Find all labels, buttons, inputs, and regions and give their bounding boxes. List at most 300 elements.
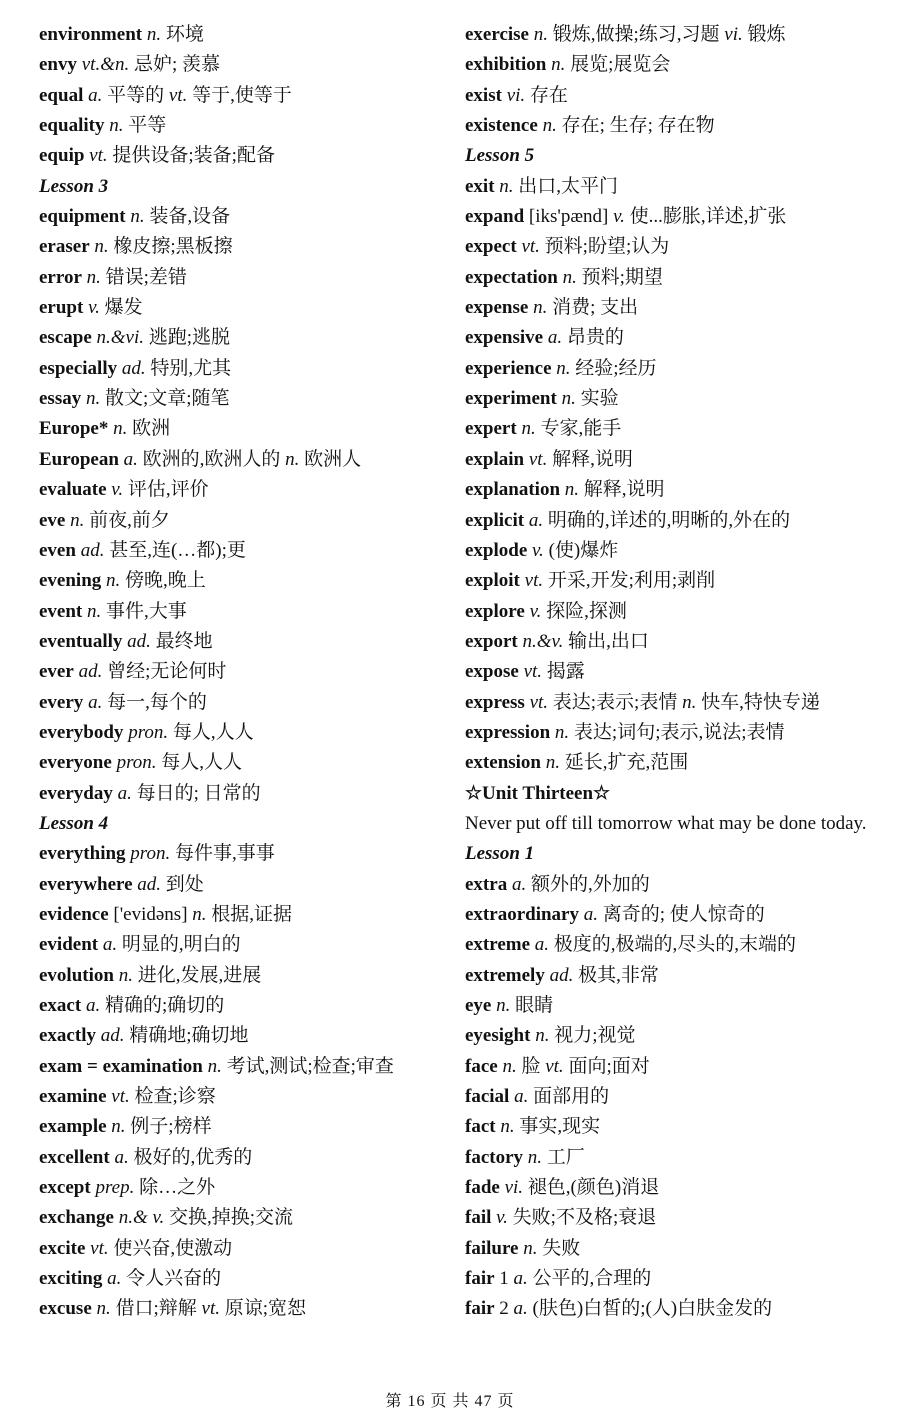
entry-word: eye [465,995,492,1016]
vocab-entry [465,1112,875,1142]
entry-meaning: (肤色)白皙的;(人)白肤金发的 [532,1298,773,1320]
entry-word: excite [39,1237,86,1259]
entry-word: express [465,691,525,713]
vocab-entry [39,1173,439,1203]
entry-meaning: 1 [499,1268,509,1290]
part-of-speech: v. [529,600,542,622]
entry-meaning: 精确地;确切地 [129,1025,249,1047]
entry-word: existence [465,115,538,137]
entry-word: eventually [39,630,123,652]
vocab-entry [39,506,439,536]
vocab-entry [465,475,875,505]
part-of-speech: n. [564,479,580,501]
vocab-entry [39,141,439,171]
entry-word: everybody [39,721,124,743]
entry-meaning: 失败 [542,1237,581,1259]
vocab-entry [39,657,439,687]
entry-meaning: 失败;不及格;衰退 [512,1207,657,1229]
entry-word: example [39,1116,107,1138]
entry-word: especially [39,357,118,379]
part-of-speech: a. [513,1268,528,1290]
vocab-entry [39,1143,439,1173]
vocab-entry [465,202,875,232]
entry-meaning: 特别,尤其 [150,357,232,379]
entry-word: equip [39,145,85,167]
phonetic: [iks'pænd] [528,206,609,228]
entry-meaning: 每日的; 日常的 [136,782,261,804]
entry-meaning: 每件事,事事 [175,843,275,865]
entry-word: expect [465,236,517,258]
part-of-speech: n. [556,357,571,379]
entry-meaning: 预料;盼望;认为 [544,236,670,258]
entry-meaning: 存在 [529,84,568,106]
lesson-heading: Lesson 5 [465,145,535,167]
vocab-entry [465,1143,875,1173]
part-of-speech: ad. [137,873,162,895]
part-of-speech: n. [111,1116,126,1138]
entry-meaning: 甚至,连(…都);更 [109,539,246,561]
entry-word: everyone [39,752,112,774]
entry-meaning: (使)爆炸 [548,539,619,561]
entry-meaning: 傍晚,晚上 [125,570,206,592]
part-of-speech: n. [499,175,514,197]
entry-meaning: 预料;期望 [581,266,663,288]
entry-word: eraser [39,236,90,258]
entry-word: event [39,600,83,622]
entry-word: factory [465,1146,524,1168]
part-of-speech: a. [88,84,103,106]
entry-meaning: 装备,设备 [149,206,231,228]
entry-word: excuse [39,1298,92,1320]
lesson-heading: Lesson 4 [39,812,109,834]
entry-word: equipment [39,206,126,228]
entry-meaning: 面部用的 [533,1086,610,1108]
entry-meaning: 欧洲人 [304,448,362,470]
part-of-speech: vt. [545,1055,564,1077]
part-of-speech: prep. [95,1177,135,1199]
part-of-speech: a. [534,934,550,956]
part-of-speech: n. [533,24,548,45]
entry-word: export [465,630,518,652]
vocab-entry [39,81,439,111]
vocab-entry [465,506,875,536]
entry-word: eve [39,509,66,531]
entry-meaning: 明显的,明白的 [121,934,241,956]
entry-meaning: 快车,特快专递 [701,691,820,713]
entry-meaning: 等于,使等于 [192,84,292,106]
entry-word: fair [465,1268,495,1290]
vocab-entry [465,263,875,293]
part-of-speech: a. [514,1086,529,1108]
entry-word: envy [39,54,77,76]
entry-word: exit [465,175,495,197]
entry-word: expense [465,297,529,319]
entry-meaning: 错误;差错 [105,266,187,288]
entry-meaning: 消费; 支出 [552,297,639,319]
part-of-speech: n.&v. [522,630,564,652]
vocab-entry [39,566,439,596]
part-of-speech: v. [532,539,544,561]
vocab-entry [465,1082,875,1112]
part-of-speech: n. [109,115,124,137]
part-of-speech: n. [106,570,121,592]
entry-meaning: 存在; 生存; 存在物 [561,115,715,137]
part-of-speech: n. [86,266,101,288]
right-column [465,20,875,1325]
entry-meaning: 明确的,详述的,明晰的,外在的 [547,509,791,531]
entry-word: evening [39,570,102,592]
entry-word: fair [465,1298,495,1320]
part-of-speech: a. [85,995,101,1016]
entry-word: essay [39,388,82,410]
part-of-speech: a. [107,1268,122,1290]
vocab-entry [465,414,875,444]
part-of-speech: n. [554,721,570,743]
entry-meaning: 欧洲 [132,418,171,440]
vocab-entry [39,445,439,475]
part-of-speech: vt.&n. [81,54,130,76]
vocab-entry [465,1173,875,1203]
part-of-speech: a. [88,691,103,713]
entry-word: examine [39,1086,107,1108]
entry-word: extreme [465,934,531,956]
entry-meaning: 公平的,合理的 [532,1268,652,1290]
entry-word: exchange [39,1207,114,1229]
part-of-speech: n. [70,509,85,531]
vocab-entry [465,1052,875,1082]
vocab-entry [39,1264,439,1294]
entry-meaning: 每人,人人 [161,752,243,774]
vocab-entry [39,111,439,141]
part-of-speech: vt. [89,145,108,167]
part-of-speech: v. [88,297,100,319]
entry-meaning: 交换,掉换;交流 [169,1207,294,1229]
motto-text: Never put off till tomorrow what may be done today. [465,812,867,834]
entry-meaning: 开采,开发;利用;剥削 [547,570,716,592]
entry-meaning: 2 [499,1298,509,1320]
part-of-speech: ad. [78,661,103,683]
entry-word: exist [465,84,502,106]
entry-meaning: 欧洲的,欧洲人的 [142,448,281,470]
vocab-entry [39,50,439,80]
vocab-entry [39,718,439,748]
entry-word: expression [465,721,551,743]
entry-word: environment [39,24,143,45]
entry-meaning: 工厂 [546,1146,585,1168]
entry-word: fail [465,1207,492,1229]
entry-meaning: 经验;经历 [575,357,657,379]
lesson-heading: Lesson 1 [465,843,535,865]
entry-word: evidence [39,903,109,925]
entry-meaning: 进化,发展,进展 [137,964,262,986]
part-of-speech: ad. [127,630,151,652]
entry-word: face [465,1055,498,1077]
entry-meaning: 视力;视觉 [554,1025,636,1047]
vocab-entry [39,1234,439,1264]
entry-meaning: 褪色,(颜色)消退 [527,1177,660,1199]
entry-word: exact [39,995,82,1016]
vocab-entry [39,870,439,900]
vocab-entry [465,930,875,960]
vocab-entry [465,354,875,384]
entry-meaning: 极其,非常 [578,964,659,986]
part-of-speech: vt. [529,691,549,713]
part-of-speech: a. [511,873,527,895]
entry-word: expand [465,206,525,228]
entry-meaning: 除…之外 [139,1177,216,1199]
vocab-entry [39,1021,439,1051]
vocab-entry [465,961,875,991]
part-of-speech: v. [111,479,124,501]
part-of-speech: n. [130,206,145,228]
vocab-entry [39,263,439,293]
part-of-speech: pron. [130,843,171,865]
entry-word: expensive [465,327,544,349]
entry-word: exam = examination [39,1055,203,1077]
part-of-speech: n. [535,1025,550,1047]
vocab-entry [39,1082,439,1112]
entry-word: exactly [39,1025,96,1047]
part-of-speech: a. [117,782,132,804]
entry-word: except [39,1177,91,1199]
vocab-entry [465,566,875,596]
entry-meaning: 考试,测试;检查;审查 [226,1055,394,1077]
entry-word: exploit [465,570,520,592]
entry-meaning: 令人兴奋的 [126,1268,222,1290]
entry-meaning: 锻炼 [747,24,786,45]
vocab-entry [465,657,875,687]
vocab-entry [465,1234,875,1264]
entry-meaning: 根据,证据 [211,903,293,925]
part-of-speech: v. [496,1207,508,1229]
part-of-speech: a. [513,1298,528,1320]
part-of-speech: n. [85,388,101,410]
entry-meaning: 额外的,外加的 [530,873,650,895]
vocab-entry [39,414,439,444]
part-of-speech: n. [118,964,133,986]
entry-meaning: 解释,说明 [583,479,665,501]
entry-meaning: 每一,每个的 [107,691,207,713]
entry-word: Europe* [39,418,109,440]
entry-word: failure [465,1237,519,1259]
vocab-entry [39,20,439,50]
entry-meaning: 散文;文章;随笔 [104,388,230,410]
vocab-entry [39,1294,439,1324]
part-of-speech: a. [583,903,598,925]
entry-word: excellent [39,1146,110,1168]
part-of-speech: vt. [524,570,544,592]
vocab-entry [465,688,875,718]
entry-meaning: 橡皮擦;黑板擦 [113,236,233,258]
part-of-speech: vt. [201,1298,221,1320]
vocab-entry [465,384,875,414]
entry-meaning: 前夜,前夕 [89,509,170,531]
entry-word: exercise [465,24,529,45]
part-of-speech: n. [551,54,566,76]
part-of-speech: n. [496,995,511,1016]
entry-meaning: 评估,评价 [127,479,209,501]
vocab-entry [39,293,439,323]
vocab-entry [39,900,439,930]
vocab-entry [39,748,439,778]
vocab-entry [465,718,875,748]
vocab-entry [465,445,875,475]
entry-word: European [39,448,119,470]
entry-word: expose [465,661,519,683]
vocab-entry [39,930,439,960]
entry-meaning: 离奇的; 使人惊奇的 [602,903,765,925]
entry-word: expert [465,418,517,440]
lesson-heading: Lesson 3 [39,175,109,197]
vocab-entry [465,111,875,141]
entry-word: equal [39,84,84,106]
entry-meaning: 出口,太平门 [518,175,619,197]
vocab-entry [39,202,439,232]
part-of-speech: vt. [521,236,540,258]
part-of-speech: n. [542,115,557,137]
page-footer: 第 16 页 共 47 页 [385,1393,515,1410]
part-of-speech: n. [96,1298,111,1320]
entry-meaning: 事件,大事 [106,600,187,622]
entry-word: extremely [465,964,545,986]
entry-meaning: 事实,现实 [519,1116,601,1138]
entry-word: exciting [39,1268,103,1290]
entry-meaning: 延长,扩充,范围 [564,752,689,774]
part-of-speech: pron. [116,752,157,774]
entry-meaning: 精确的;确切的 [104,995,225,1016]
part-of-speech: ad. [549,964,574,986]
vocab-entry [465,870,875,900]
entry-meaning: 实验 [580,388,619,410]
vocab-entry [39,1052,439,1082]
part-of-speech: a. [123,448,138,470]
entry-word: escape [39,327,92,349]
entry-meaning: 极好的,优秀的 [133,1146,253,1168]
vocab-entry [465,232,875,262]
part-of-speech: a. [528,509,544,531]
part-of-speech: vt. [168,84,188,106]
vocab-entry [465,1021,875,1051]
entry-meaning: 检查;诊察 [134,1086,216,1108]
entry-meaning: 面向;面对 [568,1055,650,1077]
vocab-entry [465,536,875,566]
entry-meaning: 最终地 [155,630,213,652]
vocab-entry [465,748,875,778]
vocab-entry [465,597,875,627]
entry-meaning: 使兴奋,使激动 [113,1237,233,1259]
vocab-entry [39,688,439,718]
vocab-entry [465,991,875,1021]
entry-meaning: 环境 [165,24,204,45]
entry-meaning: 每人,人人 [172,721,254,743]
part-of-speech: vi. [724,24,743,45]
entry-meaning: 借口;辩解 [115,1298,197,1320]
entry-word: evident [39,934,99,956]
entry-word: extension [465,752,541,774]
part-of-speech: a. [114,1146,129,1168]
entry-word: ever [39,661,74,683]
vocab-entry [39,597,439,627]
vocab-entry [39,779,439,809]
part-of-speech: vi. [506,84,526,106]
entry-word: expectation [465,266,558,288]
entry-meaning: 原谅;宽恕 [224,1298,307,1320]
part-of-speech: n. [533,297,548,319]
entry-word: experiment [465,388,557,410]
entry-meaning: 脸 [521,1055,541,1077]
vocab-entry [39,536,439,566]
entry-meaning: 专家,能手 [540,418,622,440]
entry-word: explicit [465,509,525,531]
entry-word: everything [39,843,126,865]
vocab-entry [39,1112,439,1142]
part-of-speech: n. [94,236,109,258]
part-of-speech: vt. [111,1086,130,1108]
part-of-speech: ad. [80,539,105,561]
entry-word: extraordinary [465,903,579,925]
vocab-entry [39,839,439,869]
entry-word: extra [465,873,508,895]
entry-word: erupt [39,297,84,319]
part-of-speech: pron. [128,721,169,743]
vocab-entry [465,20,875,50]
vocab-entry [39,384,439,414]
vocab-entry [39,627,439,657]
entry-meaning: 极度的,极端的,尽头的,末端的 [553,934,797,956]
part-of-speech: n. [521,418,536,440]
part-of-speech: n. [113,418,128,440]
part-of-speech: a. [547,327,563,349]
vocab-entry [465,1203,875,1233]
vocab-entry [39,323,439,353]
entry-word: even [39,539,76,561]
entry-meaning: 使...膨胀,详述,扩张 [629,206,787,228]
part-of-speech: n. [561,388,576,410]
entry-word: every [39,691,84,713]
part-of-speech: vt. [528,448,548,470]
entry-meaning: 输出,出口 [568,630,649,652]
entry-word: error [39,266,82,288]
part-of-speech: n. [502,1055,517,1077]
vocab-entry [465,627,875,657]
vocab-entry [465,293,875,323]
part-of-speech: n. [562,266,577,288]
part-of-speech: vt. [523,661,543,683]
part-of-speech: n. [545,752,560,774]
vocab-entry [39,475,439,505]
entry-meaning: 提供设备;装备;配备 [112,145,275,167]
entry-word: fade [465,1177,500,1199]
entry-word: evaluate [39,479,107,501]
part-of-speech: a. [102,934,118,956]
entry-meaning: 逃跑;逃脱 [148,327,231,349]
entry-meaning: 平等 [128,115,167,137]
vocab-entry [465,1264,875,1294]
entry-meaning: 表达;词句;表示,说法;表情 [573,721,785,743]
part-of-speech: vt. [90,1237,109,1259]
left-column [39,20,439,1325]
part-of-speech: vi. [504,1177,524,1199]
entry-meaning: 例子;榜样 [130,1116,212,1138]
vocab-entry [465,81,875,111]
vocab-entry [465,50,875,80]
entry-meaning: 曾经;无论何时 [107,661,227,683]
entry-meaning: 平等的 [107,84,165,106]
entry-meaning: 展览;展览会 [570,54,671,76]
entry-word: fact [465,1116,496,1138]
part-of-speech: ad. [121,357,146,379]
part-of-speech: n. [207,1055,222,1077]
